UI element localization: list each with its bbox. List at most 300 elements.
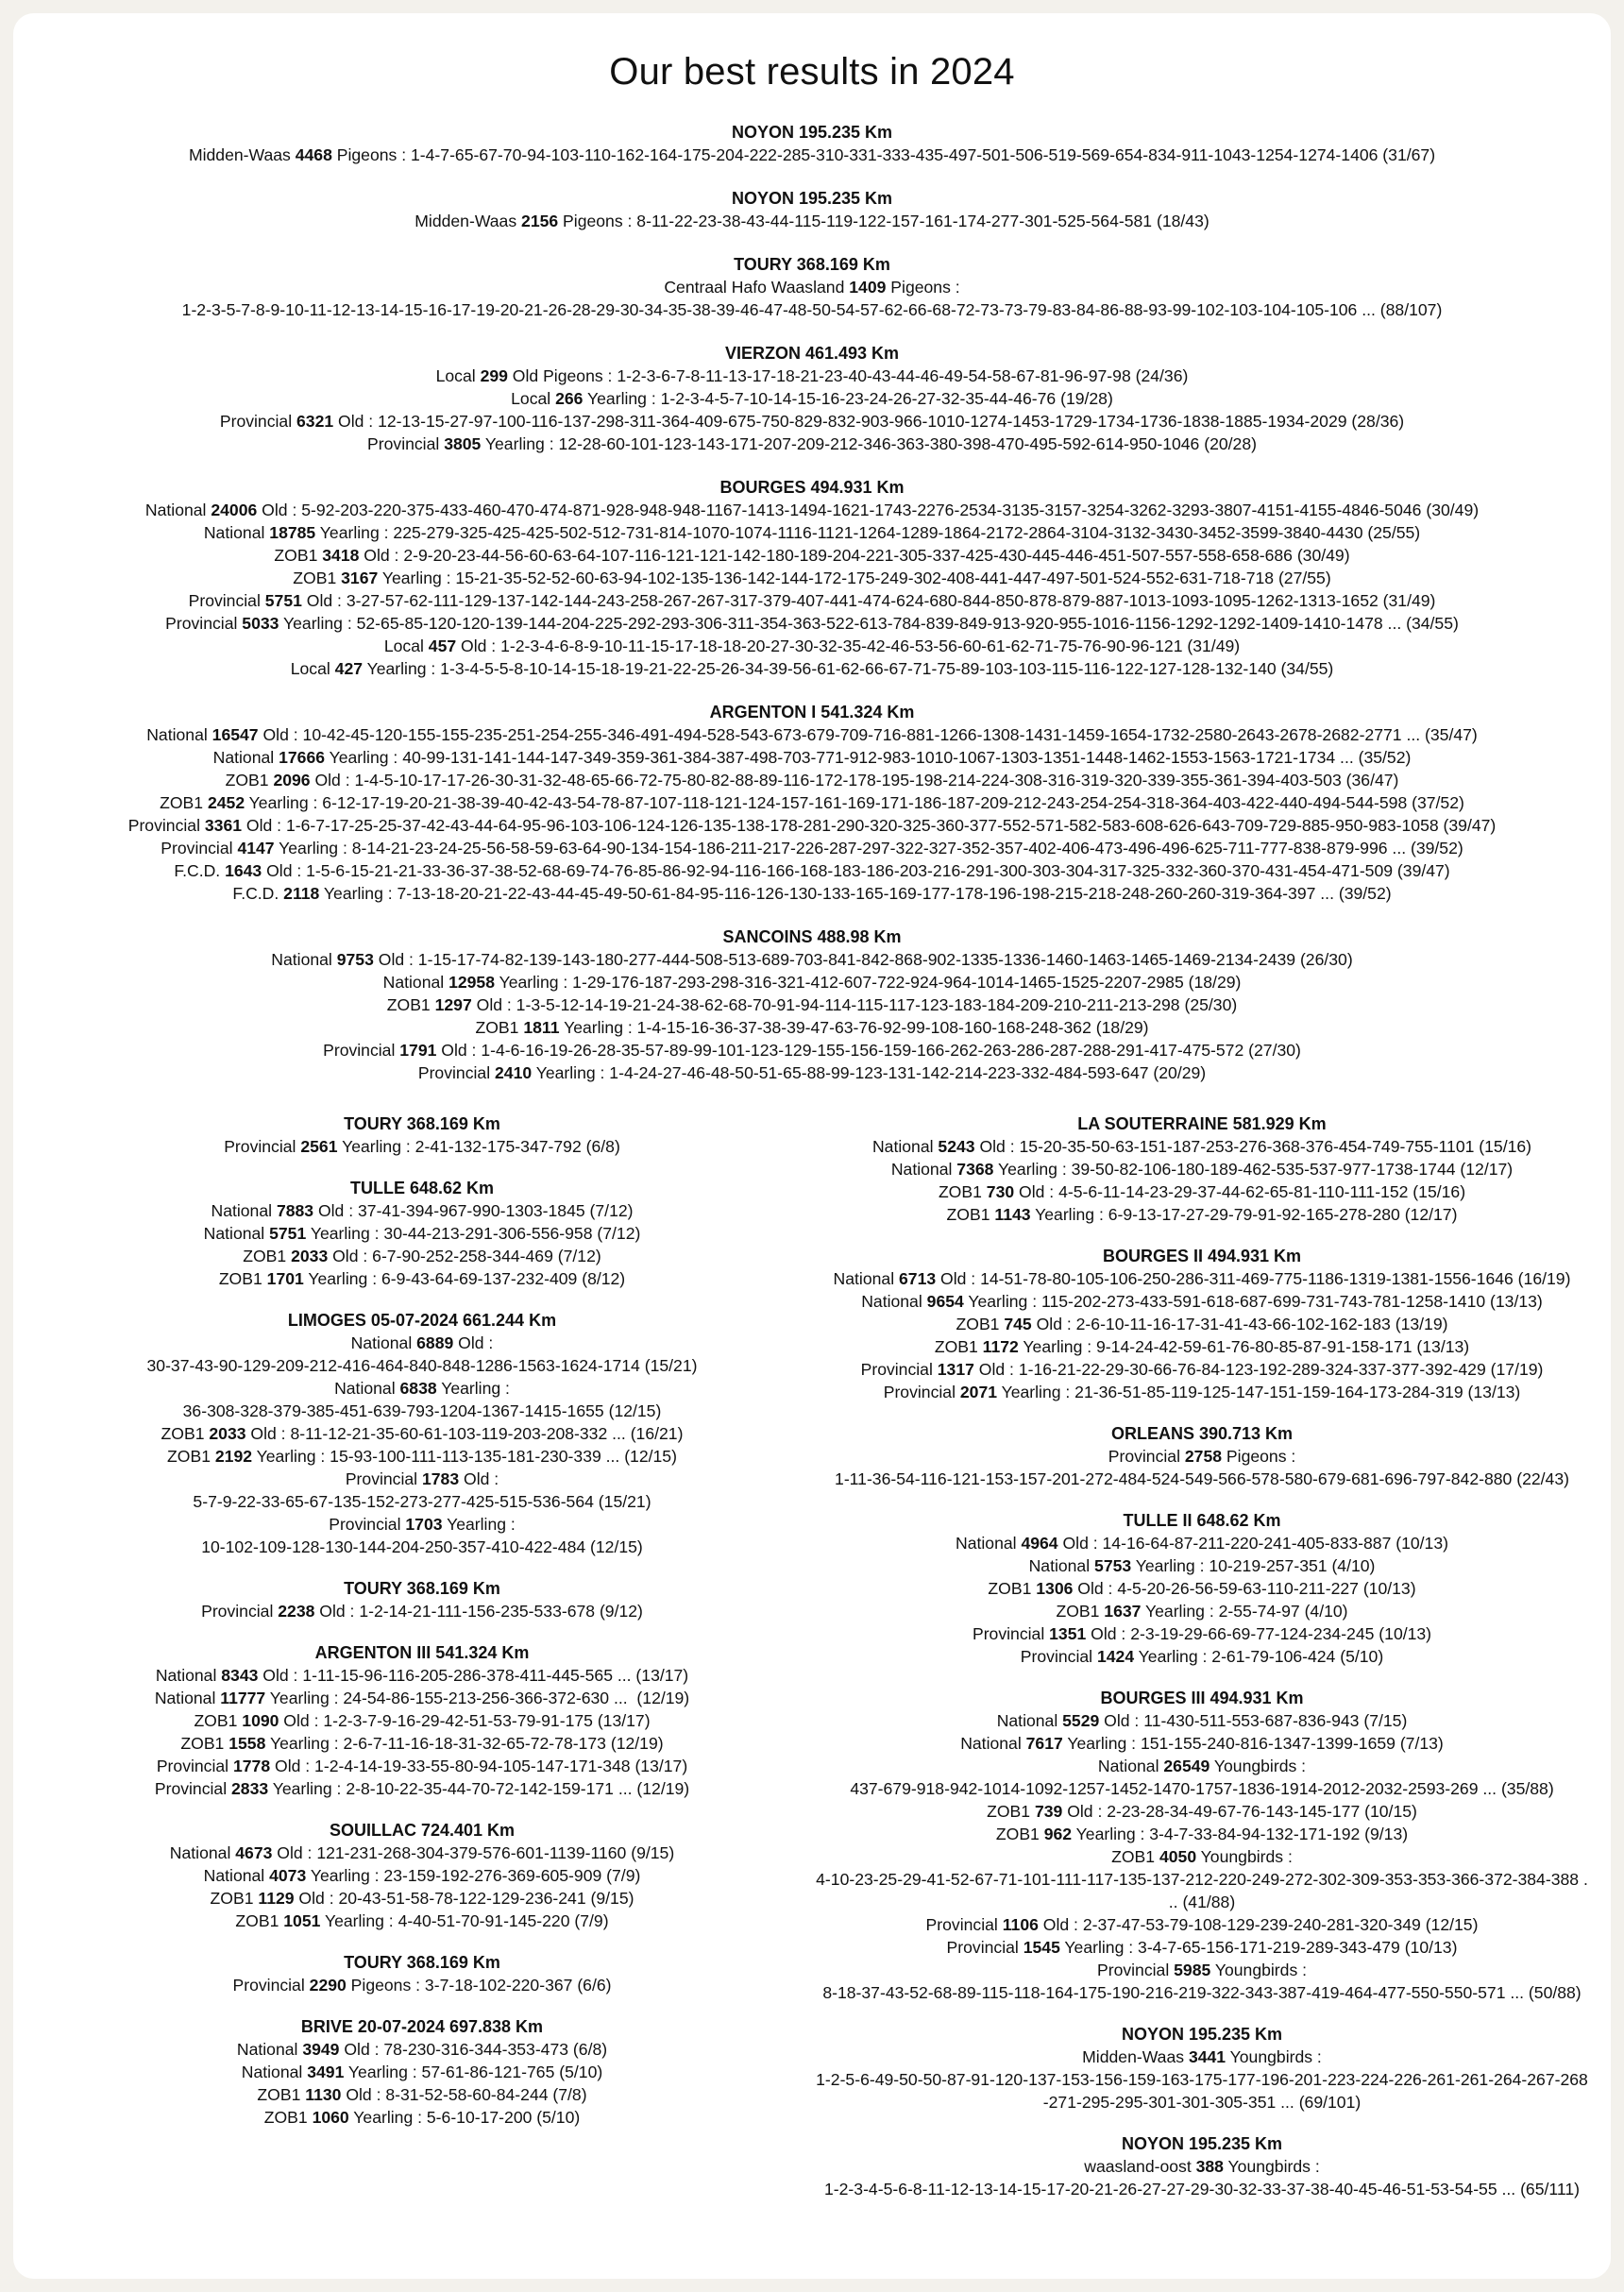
result-category: ZOB1 [386, 995, 435, 1014]
result-category: ZOB1 [225, 771, 274, 789]
result-line [812, 1554, 1592, 1577]
participant-count: 4964 [1021, 1534, 1058, 1553]
participant-count: 2156 [521, 212, 559, 230]
result-placings: Old : 15-20-35-50-63-151-187-253-276-368-376-454-749-755-1101 (15/16) [974, 1137, 1532, 1156]
participant-count: 299 [480, 366, 508, 385]
result-line [32, 837, 1592, 859]
result-category: Provincial [972, 1624, 1050, 1643]
result-category: National [212, 748, 279, 767]
result-placings: Youngbirds : [1196, 1847, 1293, 1866]
result-placings: Old : 37-41-394-967-990-1303-1845 (7/12) [313, 1201, 634, 1220]
result-category: Local [511, 389, 556, 408]
result-placings: Old : 14-51-78-80-105-106-250-286-311-469-775-1186-1319-1381-1556-1646 (16/19) [936, 1269, 1571, 1288]
participant-count: 2238 [278, 1602, 315, 1621]
result-placings: Yearling : 6-12-17-19-20-21-38-39-40-42-43-54-78-87-107-118-121-124-157-161-169-171-186-187-209-212-243-254-254-318-364-403-422-440-494-544-598 (37/52) [245, 793, 1464, 812]
result-category: 5-7-9-22-33-65-67-135-152-273-277-425-515-536-564 (15/21) [193, 1492, 651, 1511]
participant-count: 5753 [1094, 1556, 1132, 1575]
result-placings: Yearling : 1-3-4-5-5-8-10-14-15-18-19-21-22-25-26-34-39-56-61-62-66-67-71-75-89-103-103-115-116-122-127-128-132-140 (34/55) [363, 659, 1334, 678]
result-category: 36-308-328-379-385-451-639-793-1204-1367-1415-1655 (12/15) [182, 1401, 662, 1420]
result-placings: Old : 8-11-12-21-35-60-61-103-119-203-208-332 ... (16/21) [245, 1424, 684, 1443]
result-category: 10-102-109-128-130-144-204-250-357-410-422-484 (12/15) [201, 1537, 643, 1556]
result-category: Provincial [367, 434, 445, 453]
result-category: ZOB1 [1056, 1602, 1105, 1621]
result-line [812, 2046, 1592, 2068]
result-placings: Yearling : 1-29-176-187-293-298-316-321-412-607-722-924-964-1014-1465-1525-2207-2985 (18/29) [495, 973, 1242, 992]
result-placings: Yearling : 4-40-51-70-91-145-220 (7/9) [320, 1911, 609, 1930]
result-category: National [203, 1866, 270, 1885]
result-placings: Old : 4-5-6-11-14-23-29-37-44-62-65-81-110-111-152 (15/16) [1014, 1182, 1466, 1201]
result-line [812, 1158, 1592, 1180]
participant-count: 7883 [276, 1201, 314, 1220]
result-category: Provincial [154, 1779, 232, 1798]
result-placings: Old : 1-6-7-17-25-25-37-42-43-44-64-95-96-103-106-124-126-135-138-178-281-290-320-325-360-377-552-571-582-583-608-626-643-709-729-885-950-983-1058 (39/47) [242, 816, 1497, 835]
participant-count: 1051 [283, 1911, 321, 1930]
participant-count: 24006 [211, 501, 258, 519]
participant-count: 6889 [416, 1333, 454, 1352]
result-placings: Old : 1-3-5-12-14-19-21-24-38-62-68-70-91-94-114-115-117-123-183-184-209-210-211-213-298 (25/30) [471, 995, 1238, 1014]
result-category: Provincial [161, 839, 238, 857]
result-line [812, 1709, 1592, 1732]
result-placings: Old : [459, 1469, 499, 1488]
result-line [32, 1732, 812, 1755]
race-block [812, 1422, 1592, 1490]
result-placings: Yearling : 1-2-3-4-5-7-10-14-15-16-23-24-26-27-32-35-44-46-76 (19/28) [583, 389, 1113, 408]
participant-count: 388 [1195, 2157, 1224, 2176]
participant-count: 2118 [283, 884, 320, 903]
result-line [812, 1622, 1592, 1645]
result-line [812, 1645, 1592, 1668]
result-line [32, 433, 1592, 455]
result-line [812, 1335, 1592, 1358]
result-placings: Yearling : 39-50-82-106-180-189-462-535-537-977-1738-1744 (12/17) [993, 1160, 1514, 1179]
participant-count: 1297 [434, 995, 472, 1014]
result-category: Local [383, 637, 429, 655]
result-placings: Old : 4-5-20-26-56-59-63-110-211-227 (10/13) [1073, 1579, 1416, 1598]
result-line [32, 1600, 812, 1622]
result-line [32, 948, 1592, 971]
result-line [32, 2083, 812, 2106]
race-title: LIMOGES 05-07-2024 661.244 Km [287, 1311, 557, 1330]
result-placings: Yearling : 1-4-24-27-46-48-50-51-65-88-99-123-131-142-214-223-332-484-593-647 (20/29) [532, 1063, 1207, 1082]
result-line [812, 1468, 1592, 1490]
result-line [32, 210, 1592, 232]
result-line [32, 1536, 812, 1558]
result-category: National [871, 1137, 939, 1156]
result-category: National [271, 950, 337, 969]
result-category: Provincial [1020, 1647, 1097, 1666]
result-placings: Old : 1-4-6-16-19-26-28-35-57-89-99-101-123-129-155-156-159-166-262-263-286-287-288-291-417-475-572 (27/30) [436, 1041, 1301, 1060]
result-category: ZOB1 [946, 1205, 995, 1224]
race-title: TOURY 368.169 Km [344, 1579, 500, 1598]
result-placings: Old : 12-13-15-27-97-100-116-137-298-311-364-409-675-750-829-832-903-966-1010-1274-1453-1729-1734-1736-1838-1885-1934-2029 (28/36) [333, 412, 1405, 431]
top-results-section [32, 121, 1592, 1084]
race-title: BRIVE 20-07-2024 697.838 Km [300, 2017, 544, 2036]
result-line [32, 1332, 812, 1354]
result-placings: Old : 20-43-51-58-78-122-129-236-241 (9/15) [294, 1889, 634, 1908]
result-placings: Old : 10-42-45-120-155-155-235-251-254-255-346-491-494-528-543-673-679-709-716-881-1266-1308-1431-1459-1654-1732-2580-2643-2678-2682-2771 ... (35/47) [258, 725, 1478, 744]
result-category: National [350, 1333, 417, 1352]
result-category: ZOB1 [263, 2108, 313, 2127]
result-line [32, 657, 1592, 680]
result-category: National [996, 1711, 1063, 1730]
result-category: National [169, 1843, 236, 1862]
result-line [32, 769, 1592, 791]
result-category: ZOB1 [218, 1269, 267, 1288]
result-line [812, 1891, 1592, 1913]
participant-count: 4050 [1159, 1847, 1197, 1866]
result-placings: Old : 1-4-5-10-17-17-26-30-31-32-48-65-66-72-75-80-82-88-89-116-172-178-195-198-214-224-308-316-319-320-339-355-361-394-403-503 (36/47) [310, 771, 1399, 789]
result-line [32, 276, 1592, 298]
result-line [812, 1203, 1592, 1226]
participant-count: 11777 [220, 1689, 266, 1707]
participant-count: 1637 [1104, 1602, 1142, 1621]
result-placings: Pigeons : [1222, 1447, 1296, 1466]
result-line [32, 882, 1592, 905]
result-line [32, 365, 1592, 387]
race-block [32, 342, 1592, 455]
participant-count: 8343 [221, 1666, 259, 1685]
participant-count: 2033 [291, 1247, 329, 1265]
result-line [812, 1313, 1592, 1335]
result-line [812, 1913, 1592, 1936]
result-line [32, 298, 1592, 321]
race-block [812, 1687, 1592, 2004]
result-placings: Yearling : 21-36-51-85-119-125-147-151-159-164-173-284-319 (13/13) [997, 1383, 1521, 1401]
race-title: BOURGES 494.931 Km [719, 478, 905, 497]
race-block [32, 1577, 812, 1622]
race-block [812, 1509, 1592, 1668]
race-block [812, 2132, 1592, 2200]
result-placings: Yearling : 52-65-85-120-120-139-144-204-225-292-293-306-311-354-363-522-613-784-839-849-913-920-955-1016-1156-1292-1292-1409-1410-1478 ... (34/55) [279, 614, 1459, 633]
participant-count: 457 [428, 637, 457, 655]
result-line [32, 410, 1592, 433]
result-line [32, 499, 1592, 521]
result-line [32, 1490, 812, 1513]
race-block [32, 121, 1592, 166]
result-placings: Pigeons : 8-11-22-23-38-43-44-115-119-122-157-161-174-277-301-525-564-581 (18/43) [558, 212, 1210, 230]
participant-count: 2452 [207, 793, 245, 812]
result-category: Provincial [127, 816, 205, 835]
result-placings: Old : 1-16-21-22-29-30-66-76-84-123-192-289-324-337-377-392-429 (17/19) [973, 1360, 1544, 1379]
participant-count: 7617 [1025, 1734, 1063, 1753]
result-category: ZOB1 [938, 1182, 987, 1201]
participant-count: 2033 [209, 1424, 246, 1443]
result-line [32, 791, 1592, 814]
result-category: National [211, 1201, 277, 1220]
race-title: NOYON 195.235 Km [1121, 2025, 1283, 2044]
result-category: Midden-Waas [188, 145, 296, 164]
participant-count: 1060 [312, 2108, 349, 2127]
result-placings: Youngbirds : [1223, 2157, 1320, 2176]
result-line [32, 1445, 812, 1468]
result-category: ZOB1 [257, 2085, 306, 2104]
result-category: National [334, 1379, 400, 1398]
result-line [812, 1845, 1592, 1868]
result-line [32, 589, 1592, 612]
participant-count: 3805 [444, 434, 482, 453]
participant-count: 2096 [273, 771, 311, 789]
result-category: National [154, 1689, 221, 1707]
participant-count: 1703 [405, 1515, 443, 1534]
result-category: -271-295-295-301-301-305-351 ... (69/101) [1042, 2093, 1362, 2112]
result-line [32, 1354, 812, 1377]
result-placings: Old Pigeons : 1-2-3-6-7-8-11-13-17-18-21-23-40-43-44-46-49-54-58-67-81-96-97-98 (24/36) [507, 366, 1189, 385]
result-placings: Yearling : 2-8-10-22-35-44-70-72-142-159-171 ... (12/19) [268, 1779, 690, 1798]
participant-count: 18785 [269, 523, 316, 542]
result-placings: Old : 1-5-6-15-21-21-33-36-37-38-52-68-69-74-76-85-86-92-94-116-166-168-183-186-203-216-291-300-303-304-317-325-332-360-370-431-454-471-509 (39/47) [262, 861, 1450, 880]
participant-count: 1409 [849, 278, 887, 297]
result-line [812, 1868, 1592, 1891]
participant-count: 1701 [266, 1269, 304, 1288]
result-placings: Old : 11-430-511-553-687-836-943 (7/15) [1099, 1711, 1408, 1730]
result-category: National [144, 501, 211, 519]
result-category: Provincial [165, 614, 243, 633]
participant-count: 1351 [1049, 1624, 1087, 1643]
participant-count: 2758 [1184, 1447, 1223, 1466]
result-line [812, 1445, 1592, 1468]
participant-count: 2290 [309, 1976, 347, 1995]
result-placings: Old : 2-9-20-23-44-56-60-63-64-107-116-121-121-142-180-189-204-221-305-337-425-430-445-446-451-507-557-558-658-686 (30/49) [359, 546, 1350, 565]
result-category: National [833, 1269, 899, 1288]
participant-count: 26549 [1163, 1757, 1210, 1775]
result-category: Provincial [417, 1063, 495, 1082]
result-category: ZOB1 [160, 793, 208, 812]
race-block [32, 2015, 812, 2129]
race-block [32, 1309, 812, 1558]
participant-count: 4673 [235, 1843, 273, 1862]
participant-count: 5751 [264, 591, 302, 610]
result-category: Provincial [329, 1515, 406, 1534]
result-line [32, 1664, 812, 1687]
result-line [32, 1222, 812, 1245]
result-line [32, 1199, 812, 1222]
race-title: BOURGES III 494.931 Km [1100, 1689, 1304, 1707]
result-placings: Old : 2-37-47-53-79-108-129-239-240-281-320-349 (12/15) [1038, 1915, 1479, 1934]
result-placings: Yearling : 40-99-131-141-144-147-349-359-361-384-387-498-703-771-912-983-1010-1067-1303-1351-1448-1462-1553-1563-1721-1734 ... (35/52) [325, 748, 1412, 767]
participant-count: 4468 [295, 145, 332, 164]
participant-count: 16547 [211, 725, 259, 744]
result-category: National [203, 523, 270, 542]
result-placings: Old : 2-23-28-34-49-67-76-143-145-177 (10/15) [1062, 1802, 1417, 1821]
participant-count: 3167 [341, 569, 379, 587]
participant-count: 5243 [938, 1137, 975, 1156]
result-placings: Yearling : 2-6-7-11-16-18-31-32-65-72-78-173 (12/19) [265, 1734, 664, 1753]
result-category: ZOB1 [293, 569, 342, 587]
result-placings: Old : 2-6-10-11-16-17-31-41-43-66-102-162-183 (13/19) [1031, 1315, 1448, 1333]
participant-count: 2561 [300, 1137, 338, 1156]
result-category: 4-10-23-25-29-41-52-67-71-101-111-117-135-137-212-220-249-272-302-309-353-353-366-372-384-388 . [816, 1870, 1588, 1889]
result-line [32, 544, 1592, 567]
result-placings: Old : 5-92-203-220-375-433-460-470-474-871-928-948-948-1167-1413-1494-1621-1743-2276-2534-3135-3157-3254-3262-3293-3807-4151-4155-4846-5046 (30/49) [257, 501, 1480, 519]
result-category: ZOB1 [1111, 1847, 1159, 1866]
result-category: Local [290, 659, 335, 678]
result-category: .. (41/88) [1168, 1893, 1236, 1911]
race-block [32, 1177, 812, 1290]
result-category: Local [435, 366, 481, 385]
result-placings: Old : 1-2-4-14-19-33-55-80-94-105-147-171-348 (13/17) [270, 1757, 688, 1775]
result-line [812, 1800, 1592, 1823]
participant-count: 1143 [994, 1205, 1031, 1224]
participant-count: 3441 [1188, 2047, 1226, 2066]
result-line [32, 1468, 812, 1490]
race-title: ARGENTON I 541.324 Km [709, 703, 915, 722]
result-category: Midden-Waas [414, 212, 522, 230]
result-placings: Yearling : 2-55-74-97 (4/10) [1141, 1602, 1348, 1621]
result-category: Provincial [1108, 1447, 1185, 1466]
result-category: National [203, 1224, 270, 1243]
race-block [812, 2023, 1592, 2114]
result-line [32, 993, 1592, 1016]
result-category: ZOB1 [180, 1734, 229, 1753]
participant-count: 1791 [399, 1041, 437, 1060]
race-block [32, 1112, 812, 1158]
result-line [812, 1381, 1592, 1403]
result-placings: Old : 1-2-14-21-111-156-235-533-678 (9/12) [314, 1602, 643, 1621]
page-title: Our best results in 2024 [609, 51, 1015, 93]
result-category: Provincial [201, 1602, 279, 1621]
result-line [32, 1061, 1592, 1084]
result-line [812, 1358, 1592, 1381]
result-line [812, 1600, 1592, 1622]
result-line [32, 1039, 1592, 1061]
result-category: Provincial [224, 1137, 301, 1156]
result-line [812, 1936, 1592, 1959]
result-placings: Yearling : 6-9-43-64-69-137-232-409 (8/12) [303, 1269, 626, 1288]
result-line [32, 144, 1592, 166]
result-category: National [241, 2063, 308, 2081]
result-placings: Old : [453, 1333, 494, 1352]
result-category: National [1028, 1556, 1095, 1575]
result-category: ZOB1 [988, 1579, 1037, 1598]
result-placings: Yearling : 151-155-240-816-1347-1399-1659 (7/13) [1062, 1734, 1444, 1753]
race-title: BOURGES II 494.931 Km [1102, 1247, 1302, 1265]
result-category: National [236, 2040, 303, 2059]
race-block [32, 253, 1592, 321]
result-category: ZOB1 [161, 1424, 210, 1443]
race-title: VIERZON 461.493 Km [724, 344, 900, 363]
result-placings: Pigeons : 1-4-7-65-67-70-94-103-110-162-164-175-204-222-285-310-331-333-435-497-501-506-519-569-654-834-911-1043-1254-1274-1406 (31/67) [331, 145, 1436, 164]
result-category: 437-679-918-942-1014-1092-1257-1452-1470-1757-1836-1914-2012-2032-2593-269 ... (35/88) [850, 1779, 1554, 1798]
result-line [32, 1974, 812, 1996]
participant-count: 5033 [242, 614, 279, 633]
result-line [32, 1864, 812, 1887]
result-placings: Yearling : 5-6-10-17-200 (5/10) [348, 2108, 581, 2127]
result-line [812, 2091, 1592, 2114]
result-placings: Yearling : 2-41-132-175-347-792 (6/8) [337, 1137, 620, 1156]
race-title: SOUILLAC 724.401 Km [329, 1821, 516, 1840]
result-category: National [155, 1666, 222, 1685]
result-line [812, 1981, 1592, 2004]
result-placings: Yearling : 3-4-7-65-156-171-219-289-343-479 (10/13) [1059, 1938, 1458, 1957]
participant-count: 1129 [258, 1889, 295, 1908]
result-line [32, 2038, 812, 2061]
participant-count: 1545 [1023, 1938, 1060, 1957]
result-category: waasland-oost [1084, 2157, 1196, 2176]
result-placings: Old : 1-2-3-7-9-16-29-42-51-53-79-91-175 (13/17) [279, 1711, 651, 1730]
race-block [32, 1641, 812, 1800]
result-line [812, 1180, 1592, 1203]
result-placings: Youngbirds : [1226, 2047, 1322, 2066]
participant-count: 1130 [305, 2085, 342, 2104]
result-category: ZOB1 [167, 1447, 215, 1466]
result-category: National [146, 725, 212, 744]
result-category: F.C.D. [232, 884, 284, 903]
result-placings: Old : 1-2-3-4-6-8-9-10-11-15-17-18-18-20-27-30-32-35-42-46-53-56-60-61-62-71-75-76-90-96-121 (31/49) [456, 637, 1241, 655]
participant-count: 5751 [269, 1224, 307, 1243]
participant-count: 1643 [225, 861, 262, 880]
participant-count: 12958 [448, 973, 496, 992]
result-category: National [861, 1292, 927, 1311]
result-placings: Yearling : 12-28-60-101-123-143-171-207-209-212-346-363-380-398-470-495-592-614-950-1046 (20/28) [481, 434, 1257, 453]
result-line [32, 723, 1592, 746]
participant-count: 5529 [1062, 1711, 1100, 1730]
result-category: F.C.D. [174, 861, 226, 880]
participant-count: 9753 [336, 950, 374, 969]
result-placings: Yearling : 3-4-7-33-84-94-132-171-192 (9/13) [1072, 1825, 1409, 1843]
race-title: NOYON 195.235 Km [1121, 2134, 1283, 2153]
result-category: ZOB1 [934, 1337, 983, 1356]
race-title: TULLE 648.62 Km [349, 1179, 495, 1197]
participant-count: 1783 [421, 1469, 460, 1488]
result-category: Provincial [156, 1757, 233, 1775]
result-category: Provincial [323, 1041, 400, 1060]
result-line [32, 1513, 812, 1536]
result-line [812, 2068, 1592, 2091]
result-category: 1-2-3-4-5-6-8-11-12-13-14-15-17-20-21-26-27-27-29-30-32-33-37-38-40-45-46-51-53-54-55 ... (65/111) [824, 2180, 1580, 2199]
result-category: Provincial [883, 1383, 960, 1401]
race-block [812, 1245, 1592, 1403]
participant-count: 9654 [926, 1292, 964, 1311]
result-placings: Pigeons : 3-7-18-102-220-367 (6/6) [346, 1976, 612, 1995]
result-category: National [960, 1734, 1026, 1753]
participant-count: 1558 [228, 1734, 266, 1753]
participant-count: 2410 [495, 1063, 533, 1082]
race-block [32, 1951, 812, 1996]
result-line [812, 1135, 1592, 1158]
result-placings: Yearling : 7-13-18-20-21-22-43-44-45-49-50-61-84-95-116-126-130-133-165-169-177-178-196-198-215-218-248-260-260-319-364-397 ... (39/52) [319, 884, 1392, 903]
result-placings: Old : 8-31-52-58-60-84-244 (7/8) [341, 2085, 587, 2104]
result-line [32, 567, 1592, 589]
participant-count: 3949 [302, 2040, 340, 2059]
result-category: Midden-Waas [1082, 2047, 1189, 2066]
result-line [32, 1687, 812, 1709]
result-placings: Old : 14-16-64-87-211-220-241-405-833-887 (10/13) [1057, 1534, 1448, 1553]
participant-count: 1306 [1036, 1579, 1074, 1598]
result-line [812, 1532, 1592, 1554]
participant-count: 6838 [399, 1379, 437, 1398]
participant-count: 745 [1004, 1315, 1032, 1333]
result-placings: Yearling : 225-279-325-425-425-502-512-731-814-1070-1074-1116-1121-1264-1289-1864-2172-2864-3104-3132-3430-3452-3599-3840-4430 (25/55) [315, 523, 1421, 542]
result-placings: Yearling : 115-202-273-433-591-618-687-699-731-743-781-1258-1410 (13/13) [963, 1292, 1543, 1311]
result-placings: Yearling : 10-219-257-351 (4/10) [1131, 1556, 1376, 1575]
result-line [32, 1422, 812, 1445]
result-line [812, 1267, 1592, 1290]
race-block [32, 701, 1592, 905]
result-category: Provincial [219, 412, 297, 431]
result-placings: Youngbirds : [1210, 1961, 1308, 1979]
participant-count: 1811 [523, 1018, 560, 1037]
race-title: ARGENTON III 541.324 Km [314, 1643, 530, 1662]
result-category: Centraal Hafo Waasland [664, 278, 850, 297]
participant-count: 1090 [242, 1711, 279, 1730]
participant-count: 7368 [956, 1160, 994, 1179]
result-category: Provincial [345, 1469, 422, 1488]
race-title: SANCOINS 488.98 Km [722, 927, 902, 946]
participant-count: 962 [1043, 1825, 1073, 1843]
result-placings: Yearling : 30-44-213-291-306-556-958 (7/12) [306, 1224, 641, 1243]
result-line [812, 1755, 1592, 1777]
participant-count: 3491 [307, 2063, 345, 2081]
